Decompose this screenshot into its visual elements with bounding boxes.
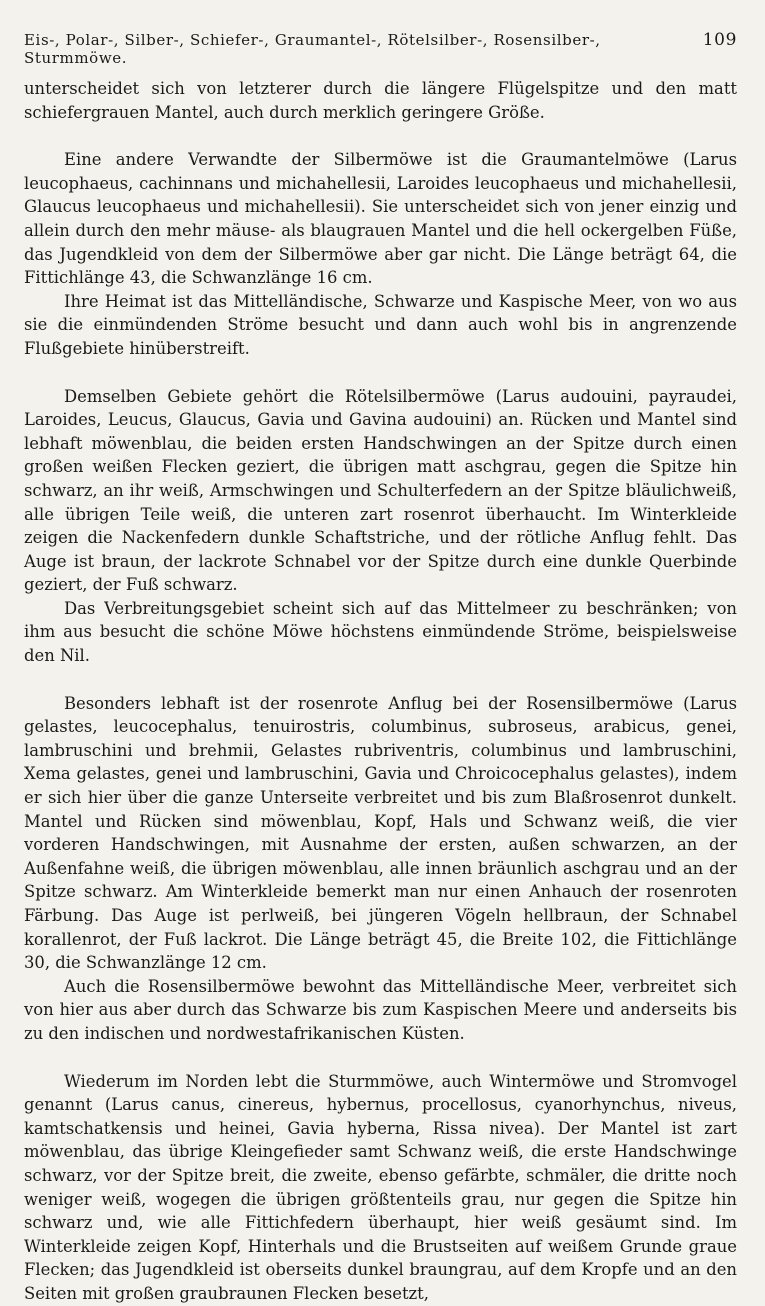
paragraph-roetelsilbermoewe: Demselben Gebiete gehört die Rötelsilbermöwe (Larus audouini, payraudei, Laroides, Leucus, Glaucus, Gavia und Gavina audouini) an. Rücken und Mantel sind lebhaft möwenblau, die beiden ersten Handschwingen an der Spitze durch einen großen weißen Flecken geziert, die übrigen matt aschgrau, gegen die Spitze hin schwarz, an ihr weiß, Armschwingen und Schulterfedern an der Spitze bläulichweiß, alle übrigen Teile weiß, die unteren zart rosenrot überhaucht. Im Winterkleide zeigen die Nackenfedern dunkle Schaftstriche, und der rötliche Anflug fehlt. Das Auge ist braun, der lackrote Schnabel vor der Spitze durch eine dunkle Querbinde geziert, der Fuß schwarz.: [24, 386, 737, 595]
page-number: 109: [702, 30, 737, 50]
paragraph-roetelsilbermoewe-range: Das Verbreitungsgebiet scheint sich auf das Mittelmeer zu beschränken; von ihm aus besucht die schöne Möwe höchstens einmündende Ströme, beispielsweise den Nil.: [24, 598, 737, 666]
paragraph-graumantelmoewe: Eine andere Verwandte der Silbermöwe ist die Graumantelmöwe (Larus leucophaeus, cachinnans und michahellesii, Laroides leucophaeus und michahellesii, Glaucus leucophaeus und michahellesii). Sie unterscheidet sich von jener einzig und allein durch den mehr mäuse- als blaugrauen Mantel und die hell ockergelben Füße, das Jugendkleid von dem der Silbermöwe aber gar nicht. Die Länge beträgt 64, die Fittichlänge 43, die Schwanzlänge 16 cm.: [24, 150, 737, 288]
paragraph-rosensilbermoewe-range: Auch die Rosensilbermöwe bewohnt das Mittelländische Meer, verbreitet sich von hier aus aber durch das Schwarze bis zum Kaspischen Meere und anderseits bis zu den indischen und nordwestafrikanischen Küsten.: [24, 976, 737, 1043]
page-header: [24, 30, 737, 67]
paragraph-continuation: unterscheidet sich von letzterer durch die längere Flügelspitze und den matt schiefergrauen Mantel, auch durch merklich geringere Größe.: [24, 79, 737, 122]
paragraph-rosensilbermoewe: Besonders lebhaft ist der rosenrote Anflug bei der Rosensilbermöwe (Larus gelastes, leucocephalus, tenuirostris, columbinus, subroseus, arabicus, genei, lambruschini und brehmii, Gelastes rubriventris, columbinus und lambruschini, Xema gelastes, genei und lambruschini, Gavia und Chroicocephalus gelastes), indem er sich hier über die ganze Unterseite verbreitet und bis zum Blaßrosenrot dunkelt. Mantel und Rücken sind möwenblau, Kopf, Hals und Schwanz weiß, die vier vorderen Handschwingen, mit Ausnahme der ersten, außen schwarzen, an der Außenfahne weiß, die übrigen möwenblau, alle innen bräunlich aschgrau und an der Spitze schwarz. Am Winterkleide bemerkt man nur einen Anhauch der rosenroten Färbung. Das Auge ist perlweiß, bei jüngeren Vögeln hellbraun, der Schnabel korallenrot, der Fuß lackrot. Die Länge beträgt 45, die Breite 102, die Fittichlänge 30, die Schwanzlänge 12 cm.: [24, 693, 737, 973]
running-title: Eis-, Polar-, Silber-, Schiefer-, Graumantel-, Rötelsilber-, Rosensilber-, Sturmmöwe.: [24, 31, 601, 67]
paragraph-graumantelmoewe-range: Ihre Heimat ist das Mittelländische, Schwarze und Kaspische Meer, von wo aus sie die einmündenden Ströme besucht und dann auch wohl bis in angrenzende Flußgebiete hinüberstreift.: [24, 291, 737, 358]
paragraph-sturmmoewe: Wiederum im Norden lebt die Sturmmöwe, auch Wintermöwe und Stromvogel genannt (Larus canus, cinereus, hybernus, procellosus, cyanorhynchus, niveus, kamtschatkensis und heinei, Gavia hyberna, Rissa nivea). Der Mantel ist zart möwenblau, das übrige Kleingefieder samt Schwanz weiß, die erste Handschwinge schwarz, vor der Spitze breit, die zweite, ebenso gefärbte, schmäler, die dritte noch weniger weiß, wogegen die übrigen größtenteils grau, nur gegen die Spitze hin schwarz und, wie alle Fittichfedern überhaupt, hier weiß gesäumt sind. Im Winterkleide zeigen Kopf, Hinterhals und die Brustseiten auf weißem Grunde graue Flecken; das Jugendkleid ist oberseits dunkel braungrau, auf dem Kropfe und an den Seiten mit großen graubraunen Flecken besetzt,: [24, 1071, 737, 1303]
